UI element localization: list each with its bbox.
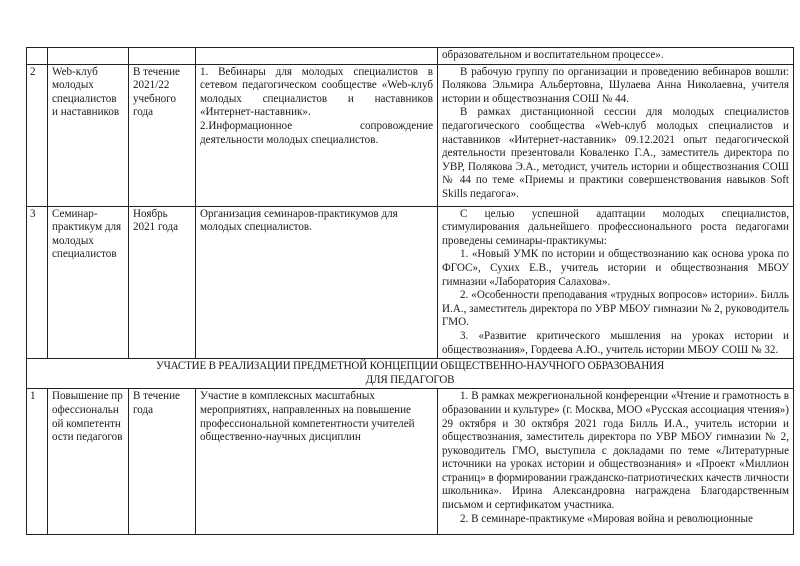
section-header-row xyxy=(27,359,794,389)
row-number: 3 xyxy=(27,206,48,359)
result-paragraph: 2. В семинаре-практикуме «Мировая война и революционные xyxy=(460,512,753,525)
row-number: 2 xyxy=(27,64,48,206)
activity-table xyxy=(26,47,794,535)
result-paragraph: образовательном и воспитательном процессе». xyxy=(442,49,664,61)
event-period: В течение 2021/22 учебного года xyxy=(129,64,196,206)
activity-item: Участие в комплексных масштабных мероприятиях, направленных на повышение профессиональной компетентности учителей общественно-научных дисциплин xyxy=(200,390,415,444)
table-row xyxy=(27,389,794,535)
result-paragraph: В рабочую группу по организации и проведению вебинаров вошли: Полякова Эльмира Альбертовна, Шулаева Анна Николаевна, учителя истории и обществознания СОШ № 44. xyxy=(442,65,789,105)
table-row xyxy=(27,206,794,359)
activity-item: 2.Информационное сопровождение деятельности молодых специалистов. xyxy=(200,119,433,146)
section-title-line2: ДЛЯ ПЕДАГОГОВ xyxy=(365,373,455,386)
result-paragraph: В рамках дистанционной сессии для молодых специалистов педагогического сообщества «Web-клуб молодых специалистов и наставников «Интернет-наставник» 09.12.2021 опыт педагогической деятельности презентовали Коваленко Г.А., заместитель директора по УВР, Полякова Э.А., методист, учитель истории и обществознания СОШ № 44 по теме «Приемы и практики совершенствования навыков Soft Skills педагога». xyxy=(442,106,789,200)
event-name-text: Повышение профессиональной компетентности педагогов xyxy=(52,390,123,444)
event-name: Семинар-практикум для молодых специалистов xyxy=(48,206,129,359)
event-activities xyxy=(196,64,438,206)
cell-period xyxy=(129,48,196,65)
activity-item: 1. Вебинары для молодых специалистов в сетевом педагогическом сообществе «Web-клуб молодых специалистов и наставников «Интернет-наставник». xyxy=(200,65,433,119)
result-paragraph: 1. «Новый УМК по истории и обществознанию как основа урока по ФГОС», Сухих Е.В., учитель истории и обществознания МБОУ гимназии «Лаборатория Салахова». xyxy=(442,248,789,288)
event-activities xyxy=(196,389,438,535)
table-row-continuation xyxy=(27,48,794,65)
event-period: В течение года xyxy=(129,389,196,535)
section-header xyxy=(27,359,794,389)
result-paragraph: 2. «Особенности преподавания «трудных вопросов» истории». Билль И.А., заместитель директора по УВР МБОУ гимназии № 2, руководитель ГМО. xyxy=(442,289,789,329)
event-name xyxy=(48,389,129,535)
cell-activities xyxy=(196,48,438,65)
event-name: Web-клуб молодых специалистов и наставников xyxy=(48,64,129,206)
event-results xyxy=(438,64,794,206)
result-paragraph: 3. «Развитие критического мышления на уроках истории и обществознания», Гордеева А.Ю., учитель истории МБОУ СОШ № 32. xyxy=(442,329,789,356)
cell-results xyxy=(438,48,794,65)
result-paragraph: 1. В рамках межрегиональной конференции «Чтение и грамотность в образовании и культуре» (г. Москва, МОО «Русская ассоциация чтения») 29 октября и 30 октября 2021 года Билль И.А., учитель истории и обществознания, заместитель директора по УВР МБОУ гимназии № 2, руководитель ГМО, выступила с докладами по теме «Литературные источники на уроках истории и обществознания» и «Проект «Миллион страниц» в формировании гражданско-патриотических качеств личности школьника». Ирина Александровна награждена Благодарственным письмом и сертификатом участника. xyxy=(442,390,789,512)
event-results xyxy=(438,389,794,535)
table-row xyxy=(27,64,794,206)
section-title-line1: УЧАСТИЕ В РЕАЛИЗАЦИИ ПРЕДМЕТНОЙ КОНЦЕПЦИИ ОБЩЕСТВЕННО-НАУЧНОГО ОБРАЗОВАНИЯ xyxy=(155,360,665,373)
event-results xyxy=(438,206,794,359)
row-number: 1 xyxy=(27,389,48,535)
event-period: Ноябрь 2021 года xyxy=(129,206,196,359)
result-paragraph: С целью успешной адаптации молодых специалистов, стимулирования дальнейшего профессионального роста педагогами проведены семинары-практикумы: xyxy=(442,207,789,247)
cell-number xyxy=(27,48,48,65)
cell-name xyxy=(48,48,129,65)
event-activities xyxy=(196,206,438,359)
activity-item: Организация семинаров-практикумов для молодых специалистов. xyxy=(200,207,398,234)
